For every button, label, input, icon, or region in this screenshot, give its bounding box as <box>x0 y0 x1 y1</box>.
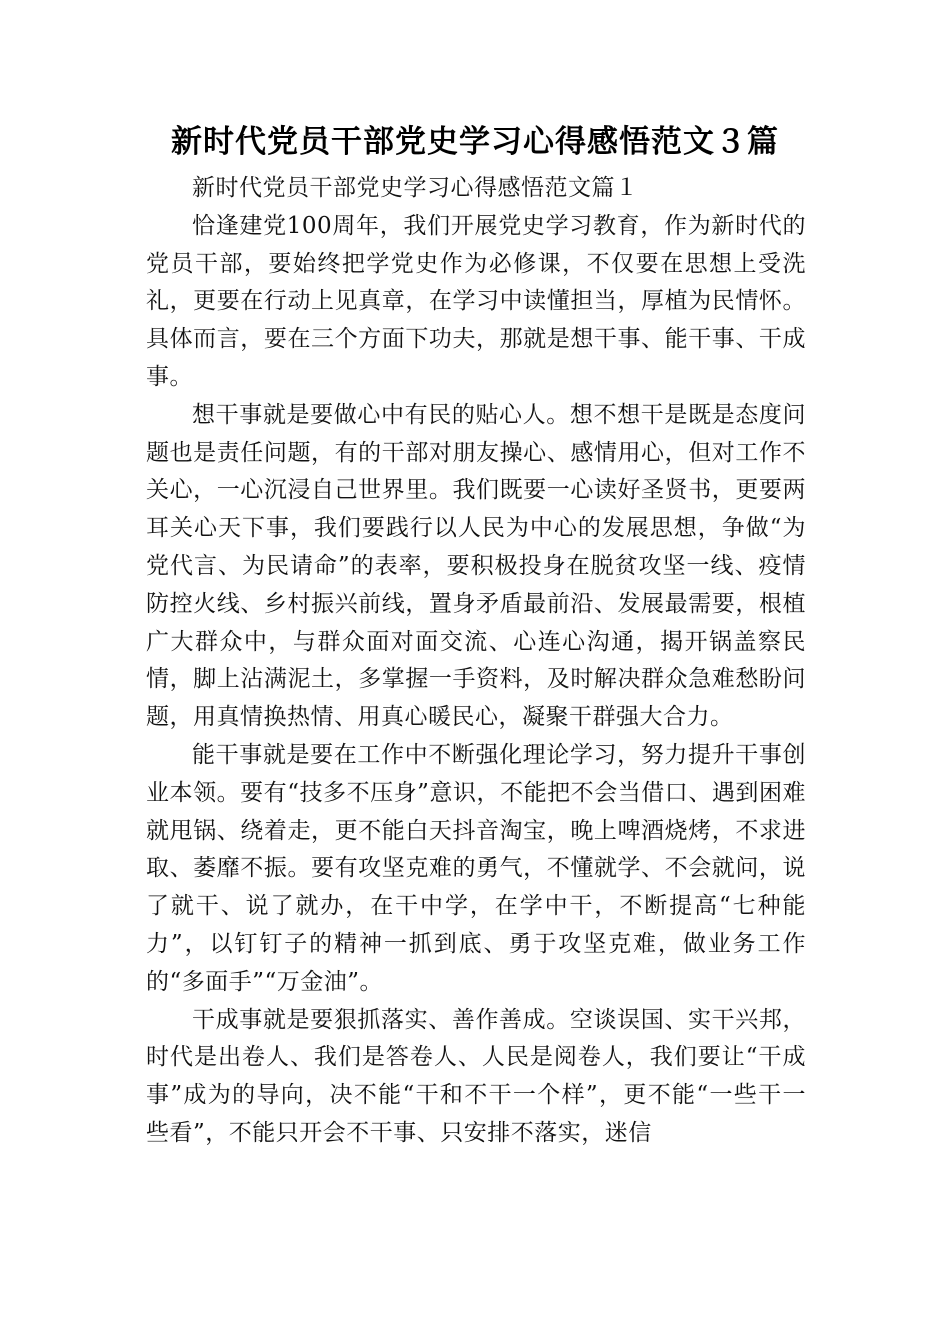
paragraph-gan-cheng-shi: 干成事就是要狠抓落实、善作善成。空谈误国、实干兴邦，时代是出卷人、我们是答卷人、人民是阅卷人，我们要让“干成事”成为的导向，决不能“干和不干一个样”，更不能“一些干一些看”，不能只开会不干事、只安排不落实，迷信 <box>146 1006 806 1146</box>
paragraph-intro: 恰逢建党100周年，我们开展党史学习教育，作为新时代的党员干部，要始终把学党史作为必修课，不仅要在思想上受洗礼，更要在行动上见真章，在学习中读懂担当，厚植为民情怀。具体而言，要在三个方面下功夫，那就是想干事、能干事、干成事。 <box>146 212 806 390</box>
document-title: 新时代党员干部党史学习心得感悟范文３篇 <box>171 124 779 160</box>
document-body <box>146 170 806 1153</box>
section-heading: 新时代党员干部党史学习心得感悟范文篇１ <box>192 175 639 201</box>
paragraph-xiang-gan-shi: 想干事就是要做心中有民的贴心人。想不想干是既是态度问题也是责任问题，有的干部对朋友操心、感情用心，但对工作不关心，一心沉浸自己世界里。我们既要一心读好圣贤书，更要两耳关心天下事，我们要践行以人民为中心的发展思想，争做“为党代言、为民请命”的表率，要积极投身在脱贫攻坚一线、疫情防控火线、乡村振兴前线，置身矛盾最前沿、发展最需要，根植广大群众中，与群众面对面交流、心连心沟通，揭开锅盖察民情，脚上沾满泥土，多掌握一手资料，及时解决群众急难愁盼问题，用真情换热情、用真心暖民心，凝聚干群强大合力。 <box>146 401 806 731</box>
paragraph-neng-gan-shi: 能干事就是要在工作中不断强化理论学习，努力提升干事创业本领。要有“技多不压身”意识，不能把不会当借口、遇到困难就甩锅、绕着走，更不能白天抖音淘宝，晚上啤酒烧烤，不求进取、萎靡不振。要有攻坚克难的勇气，不懂就学、不会就问，说了就干、说了就办，在干中学，在学中干，不断提高“七种能力”，以钉钉子的精神一抓到底、勇于攻坚克难，做业务工作的“多面手”“万金油”。 <box>146 741 806 995</box>
